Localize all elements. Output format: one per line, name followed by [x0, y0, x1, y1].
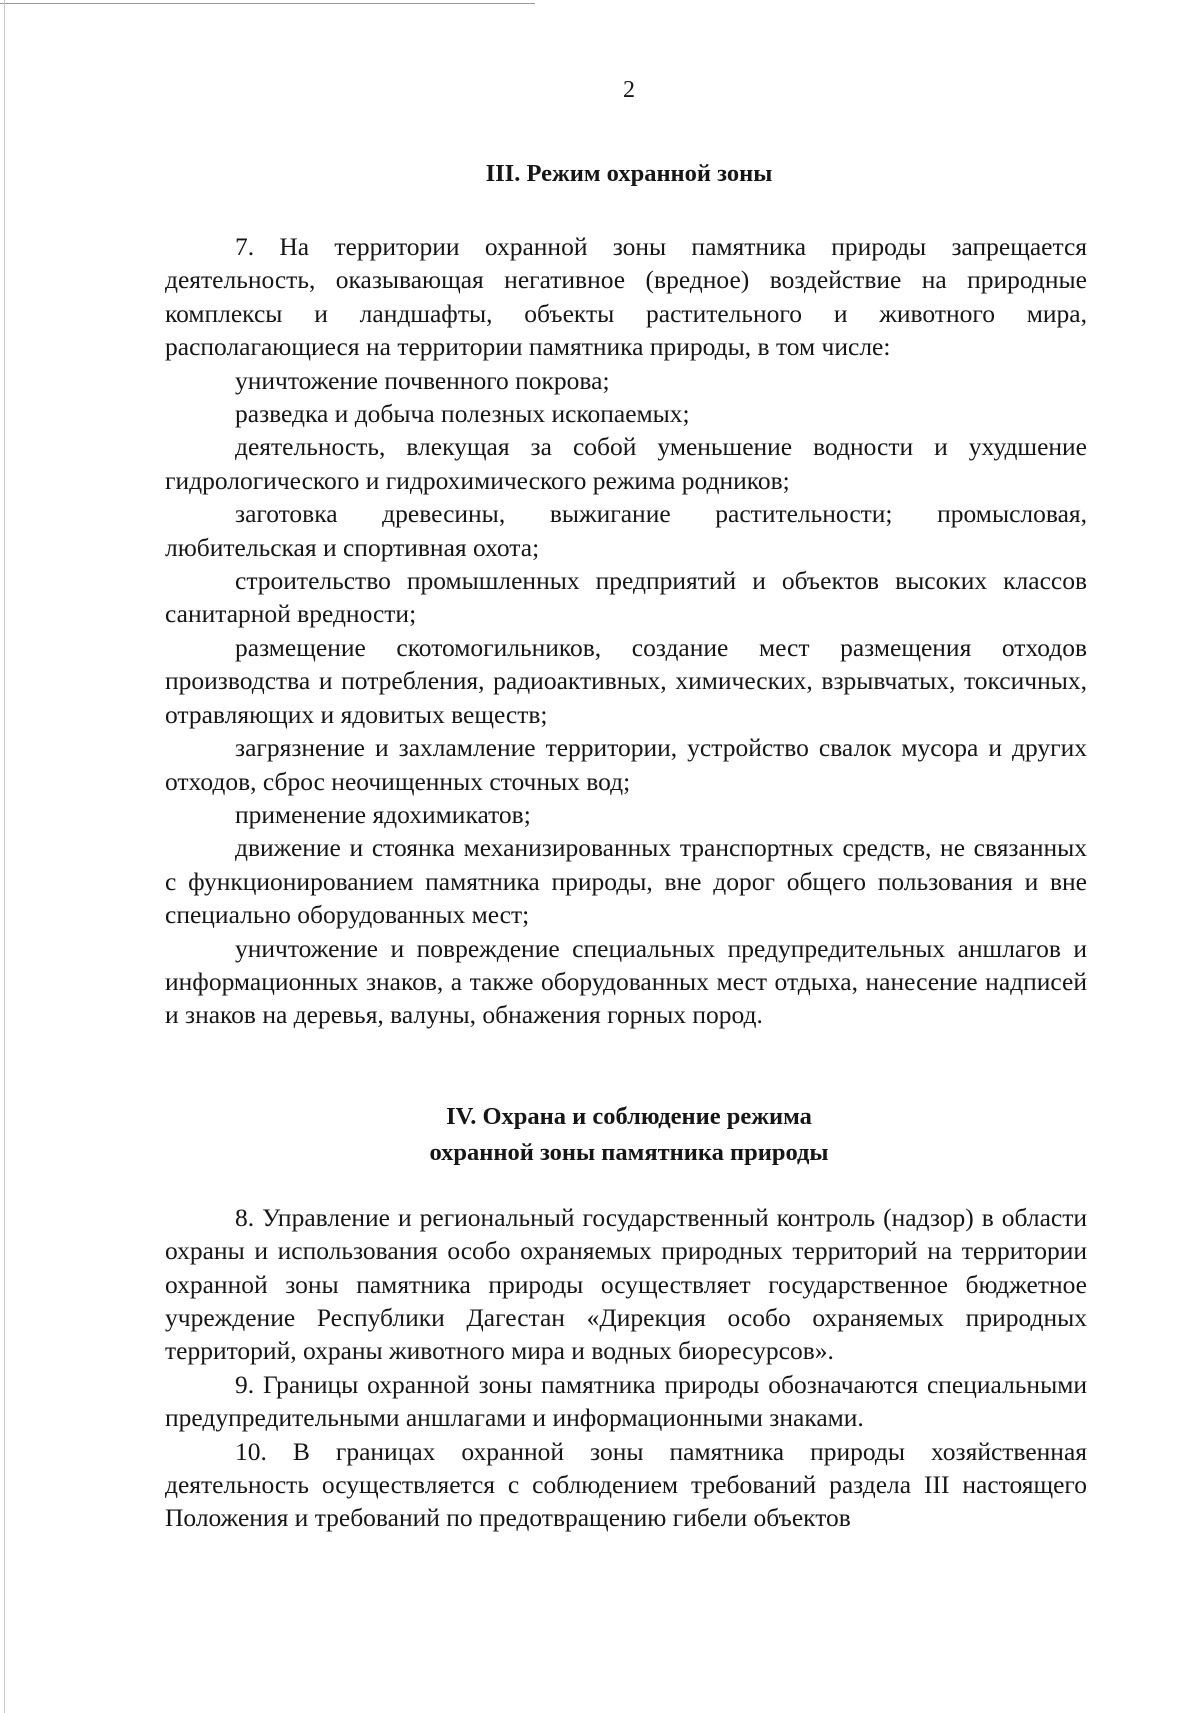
- scan-edge-top: [0, 3, 535, 4]
- prohibition-item: заготовка древесины, выжигание растительности; промысловая, любительская и спортивная охота;: [165, 499, 1087, 562]
- paragraph-9: 9. Границы охранной зоны памятника природы обозначаются специальными предупредительными аншлагами и информационными знаками.: [165, 1369, 1087, 1433]
- prohibition-item: размещение скотомогильников, создание мест размещения отходов производства и потребления, радиоактивных, химических, взрывчатых, токсичных, отравляющих и ядовитых веществ;: [165, 632, 1087, 729]
- page-number: 2: [623, 77, 635, 103]
- prohibition-item: разведка и добыча полезных ископаемых;: [235, 399, 690, 429]
- paragraph-10: 10. В границах охранной зоны памятника природы хозяйственная деятельность осуществляется с соблюдением требований раздела III настоящего Положения и требований по предотвращению гибели объектов: [165, 1436, 1087, 1533]
- paragraph-7: 7. На территории охранной зоны памятника природы запрещается деятельность, оказывающая негативное (вредное) воздействие на природные комплексы и ландшафты, объекты растительного и животного мира, располагающиеся на территории памятника природы, в том числе:: [165, 232, 1087, 362]
- prohibition-item: деятельность, влекущая за собой уменьшение водности и ухудшение гидрологического и гидрохимического режима родников;: [165, 432, 1087, 495]
- section-4-title-line-1: IV. Охрана и соблюдение режима: [446, 1102, 812, 1130]
- section-4-heading: [165, 1099, 1087, 1171]
- section-4-title-line-2: охранной зоны памятника природы: [429, 1138, 829, 1166]
- document-page: [165, 70, 1087, 1535]
- section-3: [165, 156, 1087, 1032]
- section-3-title: III. Режим охранной зоны: [485, 160, 773, 187]
- prohibition-item: строительство промышленных предприятий и объектов высоких классов санитарной вредности;: [165, 566, 1087, 629]
- scan-edge-left: [4, 0, 5, 1713]
- prohibition-item: применение ядохимикатов;: [235, 799, 531, 829]
- prohibition-item: движение и стоянка механизированных транспортных средств, не связанных с функционированием памятника природы, вне дорог общего пользования и вне специально оборудованных мест;: [165, 833, 1087, 930]
- prohibition-item: загрязнение и захламление территории, устройство свалок мусора и других отходов, сброс неочищенных сточных вод;: [165, 733, 1087, 796]
- section-4: [165, 1099, 1087, 1535]
- paragraph-8: 8. Управление и региональный государственный контроль (надзор) в области охраны и использования особо охраняемых природных территорий на территории охранной зоны памятника природы осуществляет государственное бюджетное учреждение Республики Дагестан «Дирекция особо охраняемых природных территорий, охраны животного мира и водных биоресурсов».: [165, 1202, 1087, 1366]
- prohibition-item: уничтожение почвенного покрова;: [235, 365, 610, 395]
- prohibition-item: уничтожение и повреждение специальных предупредительных аншлагов и информационных знаков, а также оборудованных мест отдыха, нанесение надписей и знаков на деревья, валуны, обнажения горных пород.: [165, 933, 1087, 1030]
